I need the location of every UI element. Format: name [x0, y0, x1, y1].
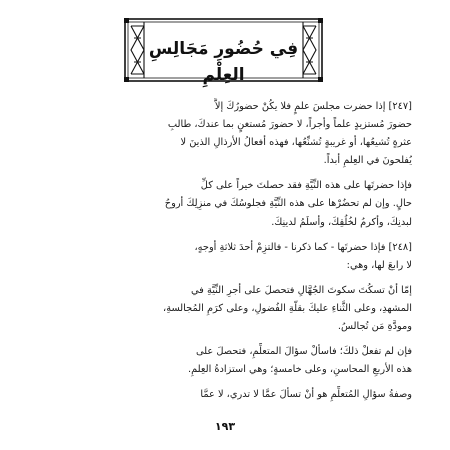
paragraph: [40, 239, 412, 275]
text-line: يُفلحونَ في العِلمِ أبداً.: [323, 155, 412, 167]
text-line: فإذا حضرتَها على هذه النِّيَّةِ فقد حصلتَ خيراً على كلِّ: [200, 180, 412, 192]
text-line: لا رابعَ لها، وهي:: [346, 259, 412, 271]
paragraph: [40, 343, 412, 379]
chapter-heading-frame: [124, 18, 323, 85]
paragraph: [40, 386, 412, 404]
text-line: المشهدِ، وعلى الثَّناءِ عليكَ بقلَّةِ الفُضولِ، وعلى كرَمِ المُجالسةِ،: [163, 302, 412, 314]
text-line: حالٍ. وإن لم تحضُرْها على هذه النِّيَّةِ فجلوسُكَ في منزِلِكَ أروحُ: [164, 198, 412, 210]
text-line: [٢٤٨] فإذا حضرتَها - كما ذكرنا - فالتزِمْ أحدَ ثلاثةِ أوجهٍ،: [194, 241, 412, 253]
body-text: [40, 98, 412, 409]
text-line: حضورَ مُستزيدٍ علماً وأجراً، لا حضورَ مُستغنٍ بما عندكَ، طالبِ: [167, 119, 412, 131]
paragraph: [40, 177, 412, 231]
text-line: ومودَّةِ مَن تُجالسُ.: [337, 321, 412, 333]
text-line: إمّا أنْ تسكُتَ سكوتَ الجُهَّالِ فتحصلَ على أجرِ النِّيَّةِ في: [191, 284, 412, 296]
text-line: [٢٤٧] إذا حضرت مجلسَ علمٍ فلا يكُنْ حضورُكَ إلاَّ: [214, 101, 412, 112]
chapter-title: فِي حُضُورِ مَجَالِسِ العِلْمِ: [148, 39, 299, 85]
text-line: هذه الأربعِ المحاسنِ، وعلى خامسةٍ؛ وهي استزادةُ العِلمِ.: [188, 364, 412, 376]
text-line: لبدنِكَ، وأكرمُ لخُلُقِكَ، وأسلَمُ لدينِكَ.: [271, 216, 412, 228]
paragraph: [40, 282, 412, 336]
page-number: ١٩٣: [214, 420, 236, 433]
text-line: فإن لم تفعلْ ذلكَ؛ فاسألْ سؤالَ المتعلِّمِ، فتحصلَ على: [195, 346, 412, 358]
paragraph: [40, 98, 412, 170]
text-line: عثرةٍ تُشيعُها، أو غريبةٍ تُشنِّعُها، فهذه أفعالُ الأرذالِ الذينَ لا: [180, 137, 412, 149]
text-line: وصفةُ سؤالِ المُتعلِّمِ هو أنْ تسألَ عمَّا لا تدري، لا عمَّا: [200, 389, 412, 401]
